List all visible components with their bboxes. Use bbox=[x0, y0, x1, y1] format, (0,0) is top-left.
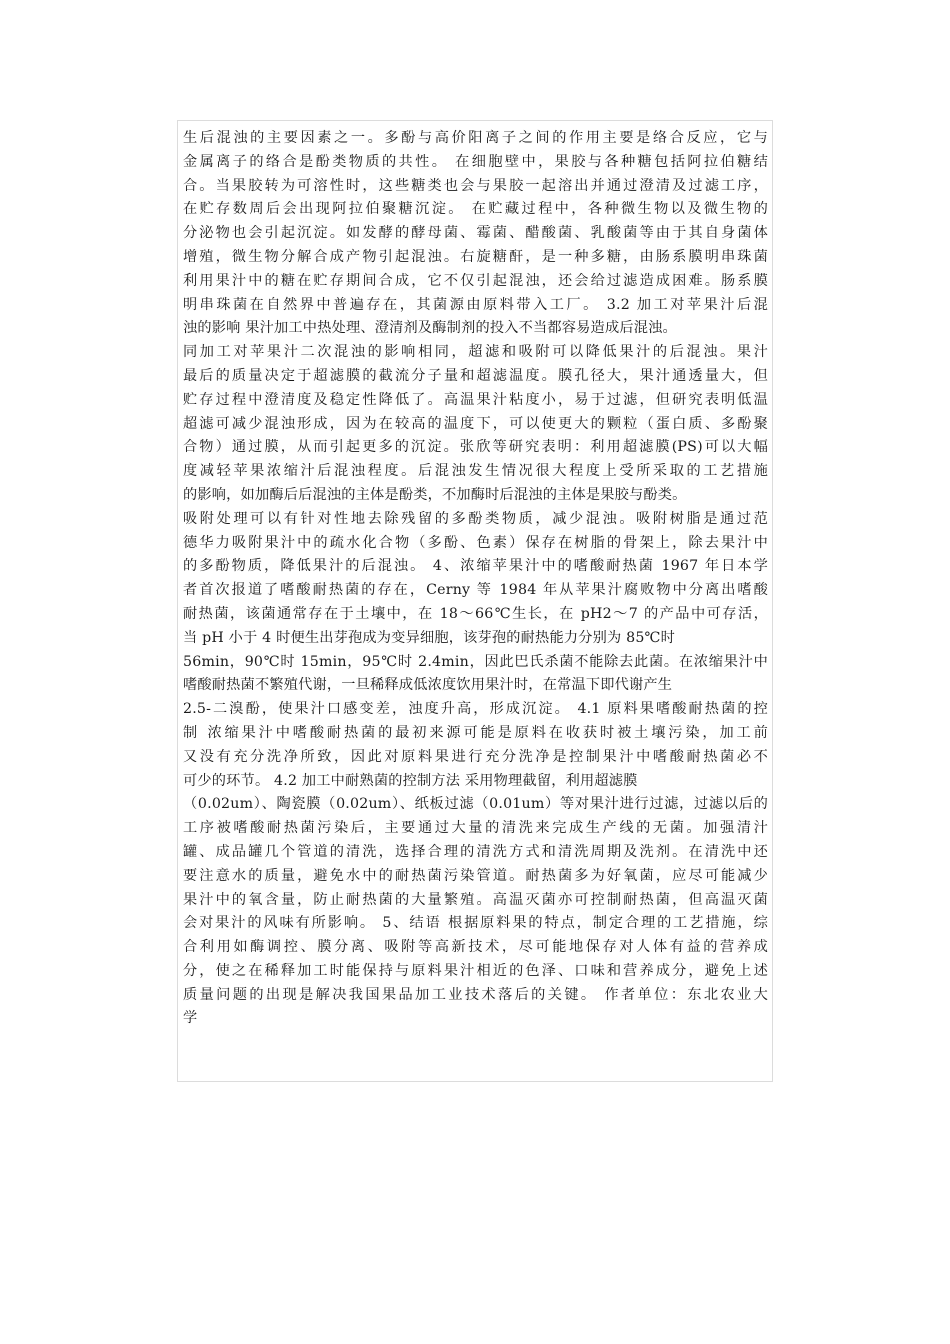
text-line: 2.5-二溴酚，使果汁口感变差，浊度升高，形成沉淀。 4.1 原料果嗜酸耐热菌的控 bbox=[183, 701, 768, 718]
text-line: 56min，90℃时 15min，95℃时 2.4min，因此巴氏杀菌不能除去此菌。在浓缩果汁中 bbox=[183, 653, 768, 670]
text-line: 超滤可减少混浊形成，因为在较高的温度下，可以使更大的颗粒（蛋白质、多酚聚 bbox=[183, 415, 768, 432]
text-line: 要注意水的质量，避免水中的耐热菌污染管道。耐热菌多为好氧菌，应尽可能减少 bbox=[183, 867, 768, 884]
text-line: 的影响，如加酶后后混浊的主体是酚类，不加酶时后混浊的主体是果胶与酚类。 bbox=[183, 486, 687, 503]
text-line: 工序被嗜酸耐热菌污染后，主要通过大量的清洗来完成生产线的无菌。加强清汁 bbox=[183, 820, 768, 837]
text-line: 果汁中的氧含量，防止耐热菌的大量繁殖。高温灭菌亦可控制耐热菌，但高温灭菌 bbox=[183, 891, 768, 908]
text-line: 分，使之在稀释加工时能保持与原料果汁相近的色泽、口味和营养成分，避免上述 bbox=[183, 962, 768, 979]
text-line: 利用果汁中的糖在贮存期间合成，它不仅引起混浊，还会给过滤造成困难。肠系膜 bbox=[183, 272, 768, 289]
text-line: 当 pH 小于 4 时便生出芽孢成为变异细胞，该芽孢的耐热能力分别为 85℃时 bbox=[183, 629, 676, 646]
text-line: （0.02um）、陶瓷膜（0.02um）、纸板过滤（0.01um）等对果汁进行过滤，过滤以后的 bbox=[183, 796, 768, 813]
text-line: 耐热菌，该菌通常存在于土壤中，在 18～66℃生长，在 pH2～7 的产品中可存活， bbox=[183, 605, 768, 622]
text-line: 嗜酸耐热菌不繁殖代谢，一旦稀释成低浓度饮用果汁时，在常温下即代谢产生 bbox=[183, 677, 673, 694]
text-line: 制 浓缩果汁中嗜酸耐热菌的最初来源可能是原料在收获时被土壤污染，加工前 bbox=[183, 724, 768, 741]
text-line: 最后的质量决定于超滤膜的截流分子量和超滤温度。膜孔径大，果汁通透量大，但 bbox=[183, 367, 768, 384]
text-line: 同加工对苹果汁二次混浊的影响相同，超滤和吸附可以降低果汁的后混浊。果汁 bbox=[183, 344, 768, 361]
text-line: 浊的影响 果汁加工中热处理、澄清剂及酶制剂的投入不当都容易造成后混浊。 bbox=[183, 320, 677, 337]
text-line: 度减轻苹果浓缩汁后混浊程度。后混浊发生情况很大程度上受所采取的工艺措施 bbox=[183, 463, 768, 480]
text-line: 合物）通过膜，从而引起更多的沉淀。张欣等研究表明：利用超滤膜(PS)可以大幅 bbox=[183, 439, 768, 456]
text-line: 德华力吸附果汁中的疏水化合物（多酚、色素）保存在树脂的骨架上，除去果汁中 bbox=[183, 534, 768, 551]
text-line: 者首次报道了嗜酸耐热菌的存在，Cerny 等 1984 年从苹果汁腐败物中分离出嗜酸 bbox=[183, 582, 768, 599]
text-line: 会对果汁的风味有所影响。 5、结语 根据原料果的特点，制定合理的工艺措施，综 bbox=[183, 915, 768, 932]
text-line: 可少的环节。 4.2 加工中耐熟菌的控制方法 采用物理截留，利用超滤膜 bbox=[183, 772, 638, 789]
text-line: 质量问题的出现是解决我国果品加工业技术落后的关键。 作者单位：东北农业大 bbox=[183, 986, 768, 1003]
text-line: 的多酚物质，降低果汁的后混浊。 4、浓缩苹果汁中的嗜酸耐热菌 1967 年日本学 bbox=[183, 558, 768, 575]
text-line: 合利用如酶调控、膜分离、吸附等高新技术，尽可能地保存对人体有益的营养成 bbox=[183, 939, 768, 956]
text-line: 贮存过程中澄清度及稳定性降低了。高温果汁粘度小，易于过滤，但研究表明低温 bbox=[183, 391, 768, 408]
text-line: 罐、成品罐几个管道的清洗，选择合理的清洗方式和清洗周期及洗剂。在清洗中还 bbox=[183, 843, 768, 860]
text-line: 吸附处理可以有针对性地去除残留的多酚类物质，减少混浊。吸附树脂是通过范 bbox=[183, 510, 768, 527]
text-line: 在贮存数周后会出现阿拉伯聚糖沉淀。 在贮藏过程中，各种微生物以及微生物的 bbox=[183, 201, 768, 218]
text-line: 合。当果胶转为可溶性时，这些糖类也会与果胶一起溶出并通过澄清及过滤工序， bbox=[183, 177, 768, 194]
text-line: 金属离子的络合是酚类物质的共性。 在细胞壁中，果胶与各种糖包括阿拉伯糖结 bbox=[183, 153, 768, 170]
text-line: 又没有充分洗净所致，因此对原料果进行充分洗净是控制果汁中嗜酸耐热菌必不 bbox=[183, 748, 768, 765]
text-line: 明串珠菌在自然界中普遍存在，其菌源由原料带入工厂。 3.2 加工对苹果汁后混 bbox=[183, 296, 768, 313]
text-line: 分泌物也会引起沉淀。如发酵的酵母菌、霉菌、醋酸菌、乳酸菌等由于其自身菌体 bbox=[183, 225, 768, 242]
text-line: 生后混浊的主要因素之一。多酚与高价阳离子之间的作用主要是络合反应，它与 bbox=[183, 130, 768, 146]
document-text-frame bbox=[177, 120, 773, 1082]
text-line: 学 bbox=[183, 1010, 198, 1027]
text-line: 增殖，微生物分解合成产物引起混浊。右旋糖酐，是一种多糖，由肠系膜明串珠菌 bbox=[183, 248, 768, 265]
